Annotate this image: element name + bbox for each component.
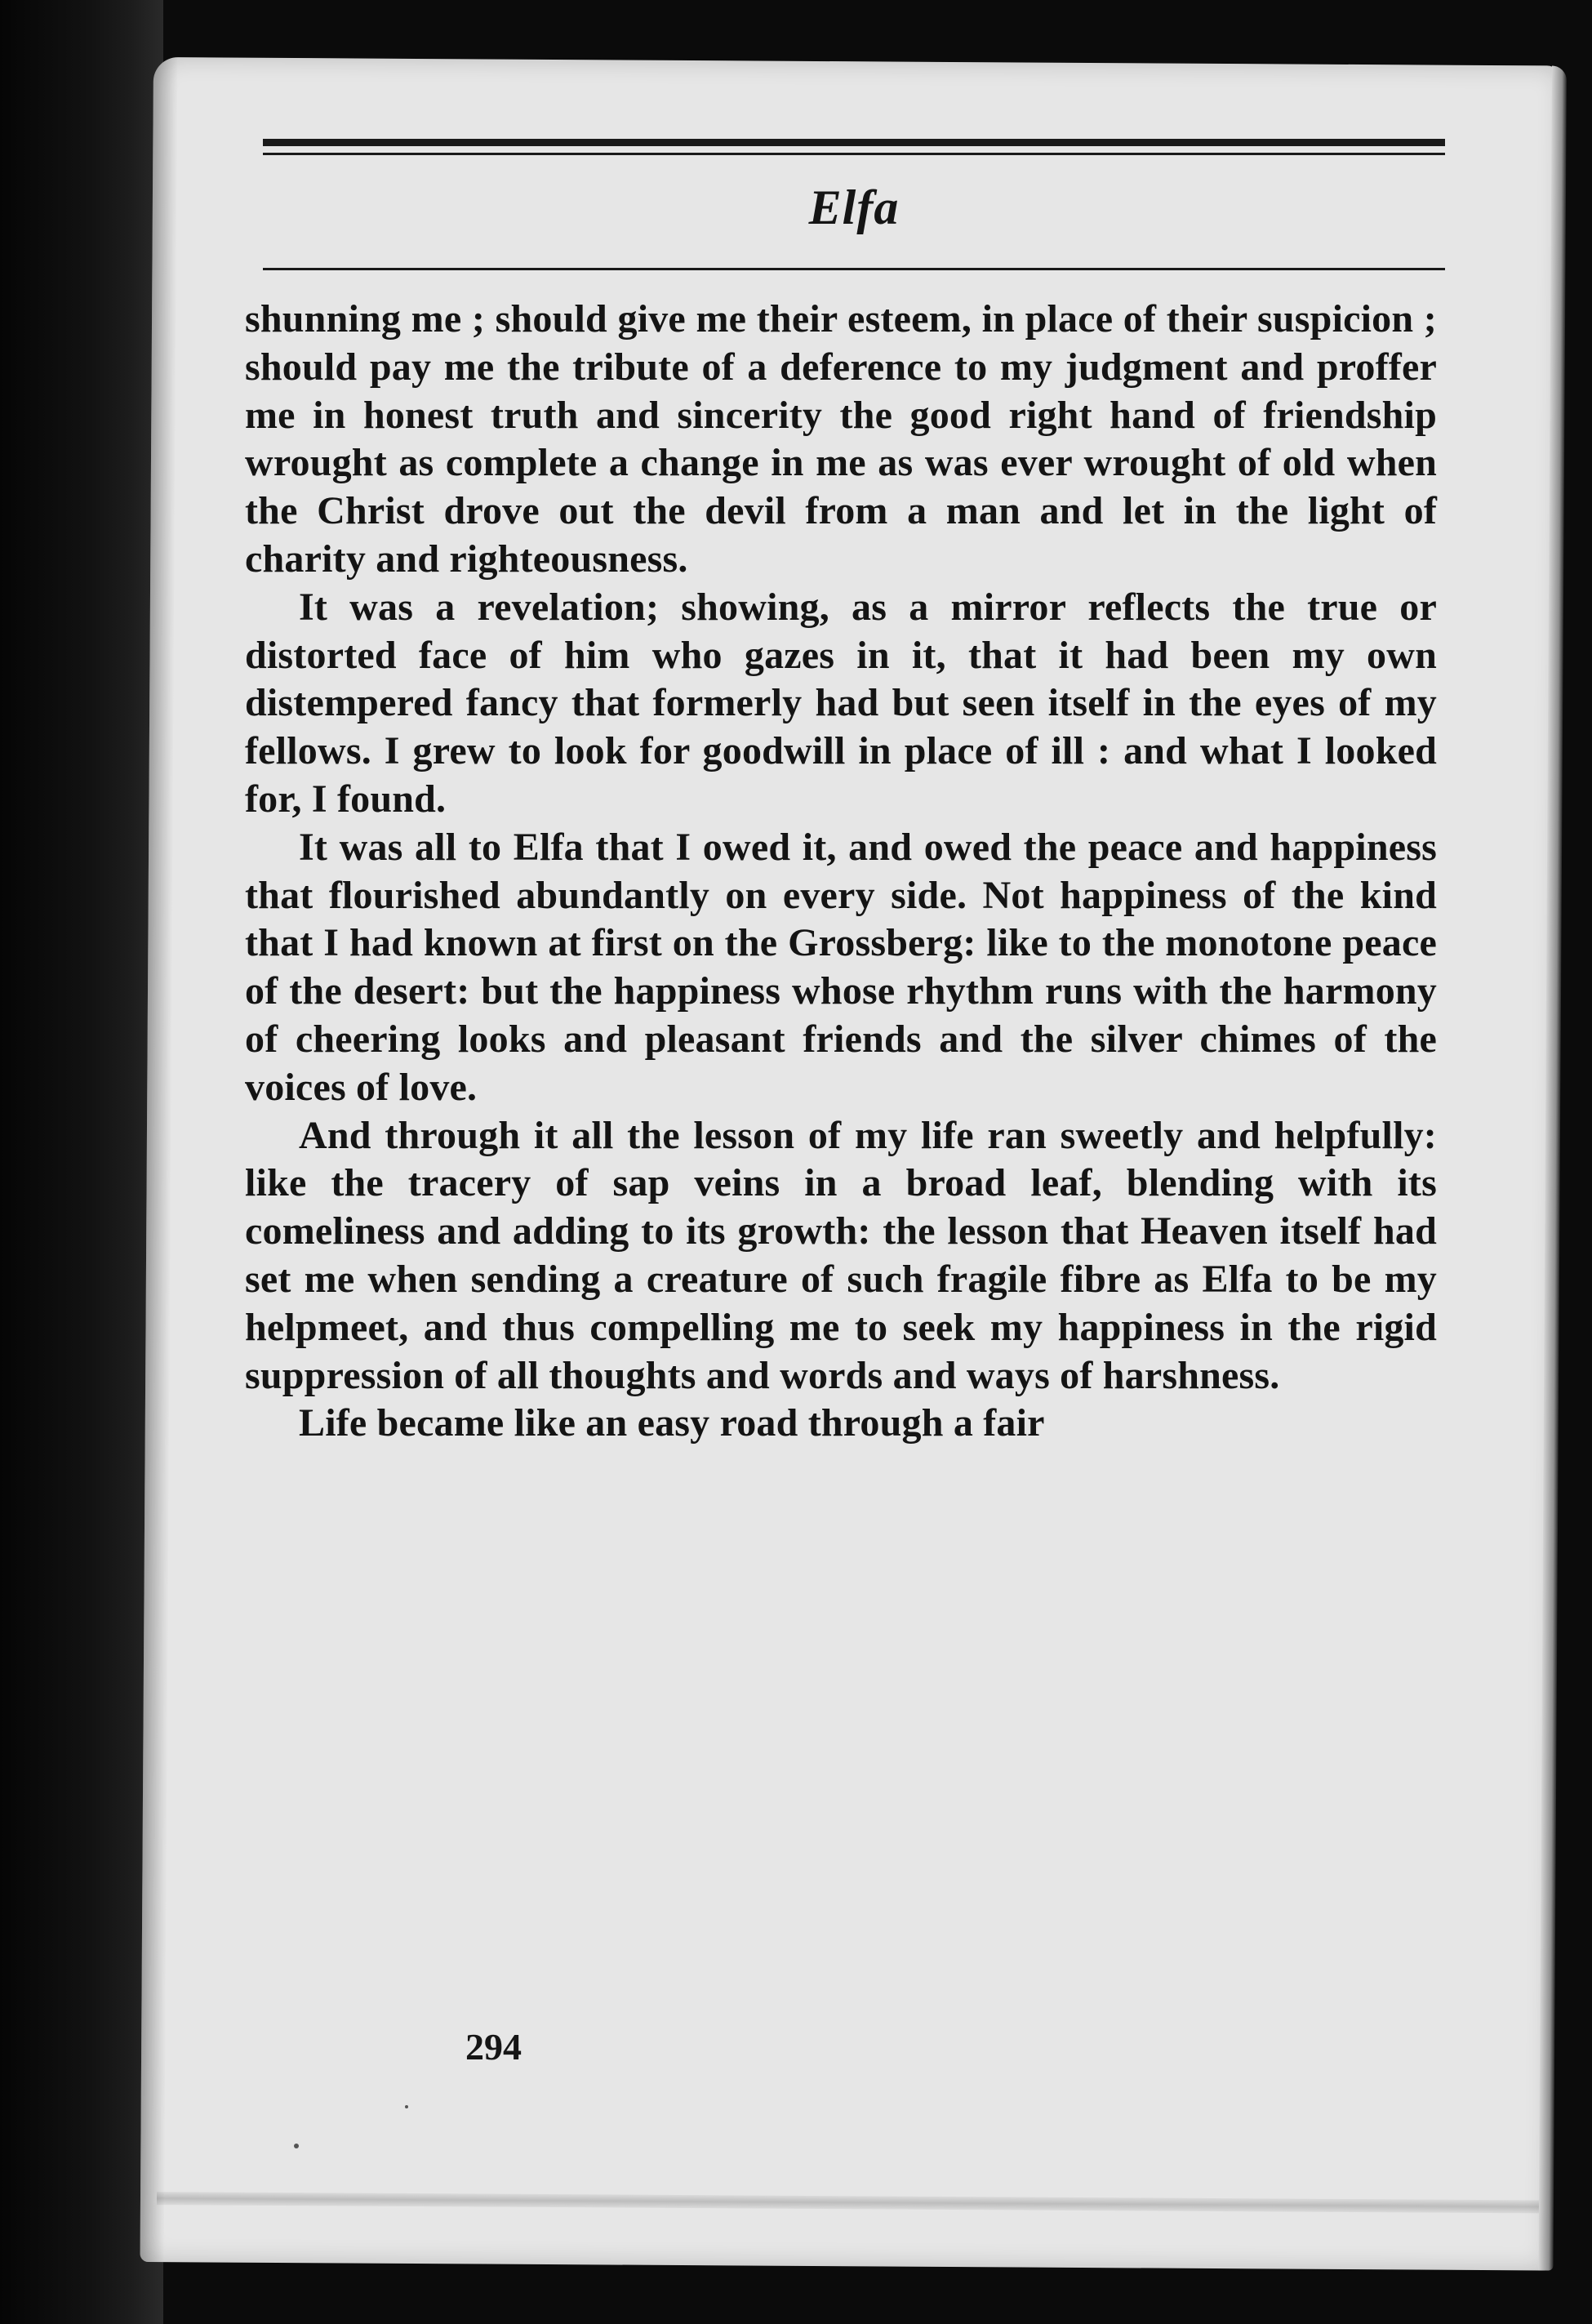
header-rule-thick xyxy=(263,139,1445,146)
page-right-edge xyxy=(1538,65,1566,2270)
paragraph: And through it all the lesson of my life ran sweetly and helpfully: like the tracery of sap veins in a broad leaf, blending with its comeliness and adding to its growth: the lesson that Heaven itself had set me when sending a creature of such fragile fibre as Elfa to be my helpmeet, and thus compelling me to seek my happiness in the rigid suppression of all thoughts and words and ways of harshness. xyxy=(245,1113,1437,1397)
paper-speck xyxy=(294,2144,299,2148)
header-rule-thin xyxy=(263,153,1445,155)
paragraph: It was all to Elfa that I owed it, and owed the peace and happiness that flourished abundantly on every side. Not happiness of the kind that I had known at first on the Grossberg: like to the monotone peace of the desert: but the happiness whose rhythm runs with the harmony of cheering looks and pleasant friends and the silver chimes of the voices of love. xyxy=(245,825,1437,1109)
page-bottom-band xyxy=(157,2192,1549,2213)
paragraph: It was a revelation; showing, as a mirror reflects the true or distorted face of him who gazes in it, that it had been my own distempered fancy that formerly had but seen itself in the eyes of my fellows. I grew to look for goodwill in place of ill : and what I looked for, I found. xyxy=(245,585,1437,821)
paper-speck xyxy=(405,2105,408,2108)
running-head: Elfa xyxy=(808,180,900,234)
book-binding-edge xyxy=(0,0,163,2324)
body-text xyxy=(245,296,1437,1448)
paragraph: Life became like an easy road through a fair xyxy=(299,1401,1045,1445)
header-rule-bottom xyxy=(263,268,1445,270)
page-number: 294 xyxy=(465,2026,522,2068)
paragraph: shunning me ; should give me their esteem, in place of their suspicion ; should pay me the tribute of a deference to my judgment and proffer me in honest truth and sincerity the good right hand of friendship wrought as complete a change in me as was ever wrought of old when the Christ drove out the devil from a man and let in the light of charity and righteousness. xyxy=(245,297,1437,581)
